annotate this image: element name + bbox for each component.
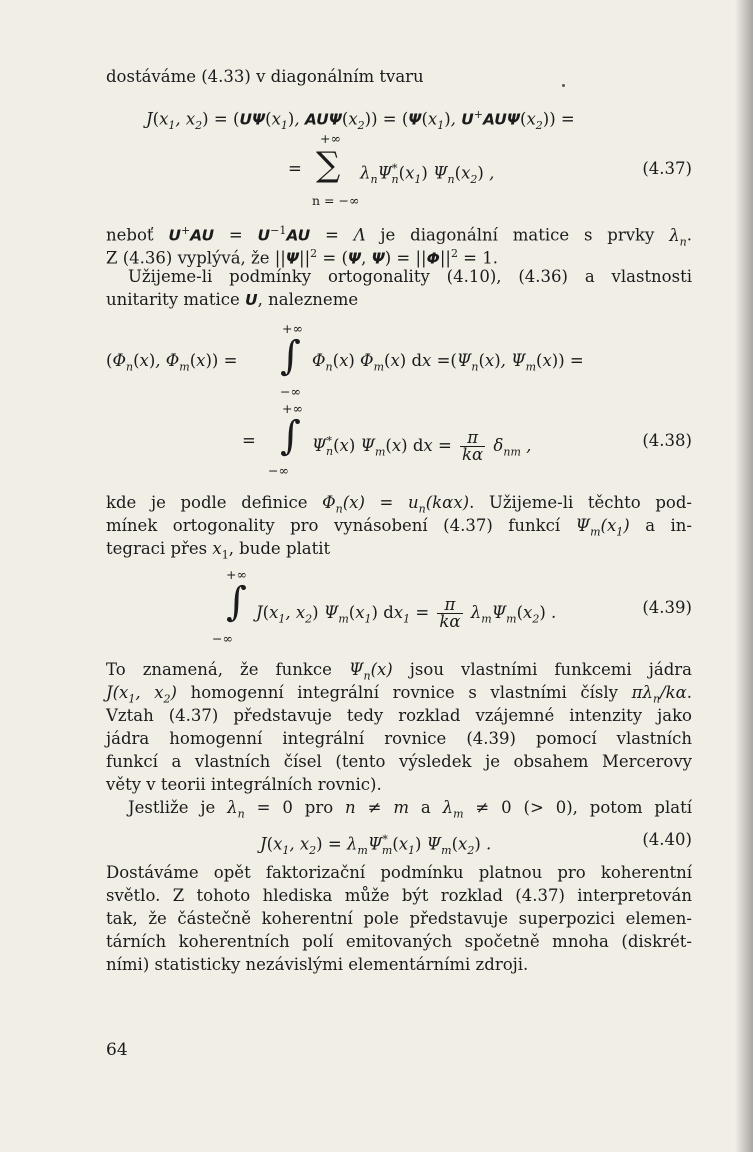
text-line-7: mínek ortogonality pro vynásobení (4.37) funkcí $\Psi_m(x_1)$ a in- bbox=[106, 516, 692, 539]
equation-4-37-line-2: $\lambda_n\Psi^*_n(x_1)$ $\Psi_n(x_2)$ , bbox=[360, 162, 495, 186]
integral-sign-2: ∫ bbox=[280, 413, 301, 459]
text-line-17: světlo. Z tohoto hlediska může být rozklad (4.37) interpretován bbox=[106, 886, 692, 905]
sum-lower-limit: n = −∞ bbox=[312, 193, 360, 208]
integral-2-upper-limit: +∞ bbox=[282, 401, 303, 416]
equation-4-38-eq-sign: = bbox=[242, 431, 256, 450]
fraction-numerator: π bbox=[460, 430, 485, 447]
text-line-4: Užijeme-li podmínky ortogonality (4.10), (4.36) a vlastnosti bbox=[128, 267, 692, 286]
fraction-denominator: kα bbox=[462, 445, 484, 464]
text-line-3: Z (4.36) vyplývá, že $||\Psi||^2 = (\Psi$, $\Psi) = ||\Phi||^2 = 1$. bbox=[106, 247, 498, 268]
text-line-15: Jestliže je $\lambda_n = 0$ pro n ≠ m a $\lambda_m \ne 0$ (> 0), potom platí bbox=[128, 798, 692, 821]
fraction-denominator: kα bbox=[439, 612, 461, 631]
text-line-13: funkcí a vlastních čísel (tento výsledek je obsahem Mercerovy bbox=[106, 752, 692, 771]
text-line-16: Dostáváme opět faktorizační podmínku platnou pro koherentní bbox=[106, 863, 692, 882]
equation-4-40: $J(x_1$, $x_2) = \lambda_m\Psi^*_m(x_1)$ $\Psi_m(x_2)$ . bbox=[260, 833, 492, 857]
integral-3-lower-limit: −∞ bbox=[212, 631, 233, 646]
equation-number-4-40: (4.40) bbox=[642, 830, 692, 849]
integral-3-upper-limit: +∞ bbox=[226, 567, 247, 582]
fraction-numerator: π bbox=[437, 597, 462, 614]
text-line-5: unitarity matice U, nalezneme bbox=[106, 290, 359, 309]
text-line-14: věty v teorii integrálních rovnic). bbox=[106, 775, 382, 794]
integral-1-upper-limit: +∞ bbox=[282, 321, 303, 336]
text-line-8: tegraci přes $x_1$, bude platit bbox=[106, 539, 331, 562]
equation-4-38-line-1-lhs: ($\Phi_n(x)$, $\Phi_m(x)$) = bbox=[106, 351, 238, 374]
text-line-2: neboť $U^+AU = U^{-1}AU = \Lambda$ je diagonální matice s prvky $\lambda_n$. bbox=[106, 224, 692, 248]
sum-sign: ∑ bbox=[316, 145, 341, 185]
integral-sign-3: ∫ bbox=[226, 579, 247, 625]
equation-4-38-line-2: $\Psi^*_n(x)$ $\Psi_m(x)$ dx = $\frac{\pi}{k\alpha}$ $\delta_{nm}$ , bbox=[312, 428, 532, 464]
sum-upper-limit: +∞ bbox=[320, 131, 341, 146]
text-line-6: kde je podle definice $\Phi_n(x) = u_n(k\alpha x)$. Užijeme-li těchto pod- bbox=[106, 493, 692, 516]
integral-1-lower-limit: −∞ bbox=[280, 384, 301, 399]
integral-sign-1: ∫ bbox=[280, 333, 301, 379]
equation-4-37-eq-sign: = bbox=[288, 159, 302, 178]
text-line-10: $J(x_1$, $x_2$) homogenní integrální rovnice s vlastními čísly $\pi\lambda_n/k\alpha$. bbox=[106, 683, 692, 706]
text-line-12: jádra homogenní integrální rovnice (4.39) pomocí vlastních bbox=[106, 729, 692, 748]
equation-4-39: $J(x_1$, $x_2$) $\Psi_m(x_1) dx_1$ = $\frac{\pi}{k\alpha}$ $\lambda_m\Psi_m(x_2)$ . bbox=[256, 595, 557, 631]
equation-number-4-37: (4.37) bbox=[642, 159, 692, 178]
text-line-9: To znamená, že funkce $\Psi_n(x)$ jsou vlastními funkcemi jádra bbox=[106, 660, 692, 683]
integral-2-lower-limit: −∞ bbox=[268, 463, 289, 478]
equation-number-4-38: (4.38) bbox=[642, 431, 692, 450]
equation-4-38-line-1-rhs: $\Phi_n(x)$ $\Phi_m(x)$ dx $=(\Psi_n(x)$, $\Psi_m(x)$) = bbox=[312, 351, 584, 374]
text-line-1: dostáváme (4.33) v diagonálním tvaru bbox=[106, 67, 424, 86]
text-line-19: tárních koherentních polí emitovaných spočetně mnoha (diskrét- bbox=[106, 932, 692, 951]
text-line-20: ními) statisticky nezávislými elementárními zdroji. bbox=[106, 955, 529, 974]
page-number: 64 bbox=[106, 1040, 128, 1060]
equation-4-37-line-1: $J(x_1$, $x_2) = (U\Psi(x_1)$, $AU\Psi(x_2)) = (\Psi(x_1)$, $U^+AU\Psi(x_2)$) = bbox=[146, 108, 575, 132]
text-line-18: tak, že částečně koherentní pole představuje superpozici elemen- bbox=[106, 909, 692, 928]
equation-number-4-39: (4.39) bbox=[642, 598, 692, 617]
page-edge-shadow bbox=[735, 0, 753, 1152]
text-line-11: Vztah (4.37) představuje tedy rozklad vzájemné intenzity jako bbox=[106, 706, 692, 725]
